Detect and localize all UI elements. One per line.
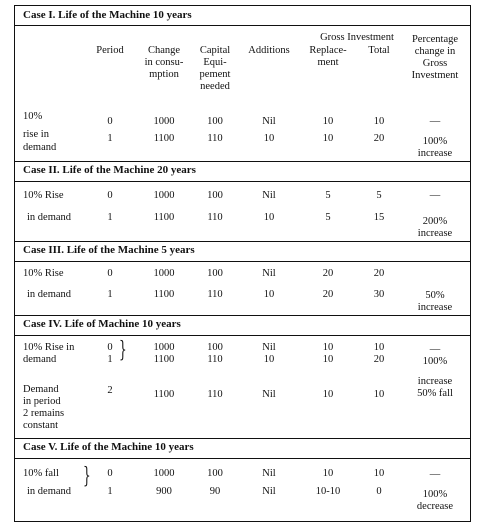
cell-capital: 100 bbox=[207, 268, 223, 279]
cell-total: 30 bbox=[373, 289, 385, 300]
cell-additions: Nil bbox=[262, 468, 276, 479]
header-gross-investment: Gross Investment bbox=[320, 32, 394, 43]
cell-capital: 110 bbox=[207, 354, 223, 365]
cell-period: 1 bbox=[107, 354, 113, 365]
cell-pct: increase bbox=[417, 376, 453, 387]
cell-pct: 200% bbox=[422, 216, 448, 227]
header-replacement-2: ment bbox=[317, 57, 339, 68]
cell-replacement: 10 bbox=[322, 342, 334, 353]
header-percentage-3: Gross bbox=[422, 58, 448, 69]
cell-pct-extra: increase bbox=[417, 302, 453, 313]
case-4-title: Case IV. Life of Machine 10 years bbox=[23, 318, 181, 330]
header-change-consumption-2: in consu- bbox=[144, 57, 184, 68]
row-label: Demand bbox=[23, 384, 59, 395]
cell-consumption: 1000 bbox=[153, 268, 175, 279]
header-change-consumption-1: Change bbox=[147, 45, 181, 56]
header-additions: Additions bbox=[248, 45, 290, 56]
cell-period: 1 bbox=[107, 133, 113, 144]
header-period: Period bbox=[96, 45, 124, 56]
right-brace-icon: } bbox=[83, 464, 91, 489]
cell-replacement: 10-10 bbox=[315, 486, 341, 497]
cell-total: 10 bbox=[373, 468, 385, 479]
cell-pct: 100% bbox=[422, 136, 448, 147]
cell-pct: 50% bbox=[425, 290, 445, 301]
cell-period: 0 bbox=[107, 190, 113, 201]
cell-consumption: 1000 bbox=[153, 190, 175, 201]
row-label: demand bbox=[23, 354, 57, 365]
cell-total: 0 bbox=[376, 486, 382, 497]
divider bbox=[15, 181, 470, 182]
cell-consumption: 1100 bbox=[153, 389, 175, 400]
cell-total: 20 bbox=[373, 354, 385, 365]
header-capital-2: Equi- bbox=[203, 57, 227, 68]
divider bbox=[15, 261, 470, 262]
cell-total: 10 bbox=[373, 389, 385, 400]
case-5-title: Case V. Life of the Machine 10 years bbox=[23, 441, 194, 453]
cell-additions: 10 bbox=[263, 133, 275, 144]
cell-replacement: 10 bbox=[322, 116, 334, 127]
row-label: in period bbox=[23, 396, 61, 407]
row-label: in demand bbox=[27, 212, 72, 223]
cell-replacement: 5 bbox=[325, 190, 331, 201]
cell-pct: 100% bbox=[422, 489, 448, 500]
header-percentage-1: Percentage bbox=[411, 34, 459, 45]
row-label: 10% fall bbox=[23, 468, 59, 479]
cell-pct: — bbox=[429, 116, 441, 127]
cell-capital: 110 bbox=[207, 289, 223, 300]
cell-additions: 10 bbox=[263, 354, 275, 365]
cell-pct-extra: increase bbox=[417, 148, 453, 159]
header-change-consumption-3: mption bbox=[149, 69, 179, 80]
case-3-title: Case III. Life of the Machine 5 years bbox=[23, 244, 195, 256]
cell-period: 2 bbox=[107, 385, 113, 396]
cell-additions: Nil bbox=[262, 342, 276, 353]
cell-replacement: 20 bbox=[322, 268, 334, 279]
cell-additions: Nil bbox=[262, 116, 276, 127]
cell-capital: 100 bbox=[207, 342, 223, 353]
row-label: 10% Rise bbox=[23, 190, 64, 201]
cell-consumption: 1100 bbox=[153, 289, 175, 300]
cell-consumption: 1000 bbox=[153, 116, 175, 127]
cell-consumption: 1100 bbox=[153, 212, 175, 223]
cell-total: 20 bbox=[373, 268, 385, 279]
row-label: 2 remains bbox=[23, 408, 65, 419]
cell-replacement: 5 bbox=[325, 212, 331, 223]
cell-period: 1 bbox=[107, 212, 113, 223]
cell-pct: — bbox=[429, 344, 441, 355]
cell-replacement: 10 bbox=[322, 389, 334, 400]
cell-capital: 110 bbox=[207, 389, 223, 400]
row-label: in demand bbox=[27, 289, 72, 300]
cell-consumption: 1000 bbox=[153, 468, 175, 479]
cell-total: 10 bbox=[373, 342, 385, 353]
divider bbox=[15, 161, 470, 162]
cell-total: 5 bbox=[376, 190, 382, 201]
cell-capital: 110 bbox=[207, 212, 223, 223]
cell-replacement: 10 bbox=[322, 468, 334, 479]
header-total: Total bbox=[368, 45, 390, 56]
cell-pct-extra: 50% fall bbox=[417, 388, 453, 399]
cell-period: 0 bbox=[107, 116, 113, 127]
row-label: constant bbox=[23, 420, 58, 431]
cell-pct: — bbox=[429, 190, 441, 201]
case-1-title: Case I. Life of the Machine 10 years bbox=[23, 9, 192, 21]
cell-period: 1 bbox=[107, 289, 113, 300]
row-label: 10% Rise in bbox=[23, 342, 75, 353]
row-label: in demand bbox=[27, 486, 72, 497]
row-label: demand bbox=[23, 142, 57, 153]
header-percentage-2: change in bbox=[414, 46, 456, 57]
cell-additions: Nil bbox=[262, 389, 276, 400]
right-brace-icon: } bbox=[119, 338, 127, 363]
divider bbox=[15, 241, 470, 242]
cell-capital: 90 bbox=[209, 486, 221, 497]
header-capital-4: needed bbox=[200, 81, 230, 92]
cell-additions: Nil bbox=[262, 486, 276, 497]
cell-capital: 100 bbox=[207, 190, 223, 201]
divider bbox=[15, 315, 470, 316]
cell-total: 20 bbox=[373, 133, 385, 144]
cell-replacement: 20 bbox=[322, 289, 334, 300]
header-capital-1: Capital bbox=[199, 45, 231, 56]
cell-additions: 10 bbox=[263, 212, 275, 223]
cell-capital: 100 bbox=[207, 468, 223, 479]
cell-period: 1 bbox=[107, 486, 113, 497]
cell-period: 0 bbox=[107, 468, 113, 479]
row-label: 10% bbox=[23, 111, 43, 122]
divider bbox=[15, 335, 470, 336]
row-label: rise in bbox=[23, 129, 49, 140]
investment-table bbox=[14, 5, 471, 522]
cell-period: 0 bbox=[107, 342, 113, 353]
header-percentage-4: Investment bbox=[411, 70, 459, 81]
row-label: 10% Rise bbox=[23, 268, 64, 279]
cell-additions: 10 bbox=[263, 289, 275, 300]
case-2-title: Case II. Life of the Machine 20 years bbox=[23, 164, 196, 176]
cell-capital: 100 bbox=[207, 116, 223, 127]
divider bbox=[15, 25, 470, 26]
divider bbox=[15, 458, 470, 459]
cell-period: 0 bbox=[107, 268, 113, 279]
cell-pct-extra: increase bbox=[417, 228, 453, 239]
cell-additions: Nil bbox=[262, 268, 276, 279]
cell-total: 15 bbox=[373, 212, 385, 223]
cell-consumption: 1100 bbox=[153, 133, 175, 144]
header-replacement-1: Replace- bbox=[309, 45, 347, 56]
cell-capital: 110 bbox=[207, 133, 223, 144]
cell-pct: 100% bbox=[422, 356, 448, 367]
cell-replacement: 10 bbox=[322, 354, 334, 365]
cell-total: 10 bbox=[373, 116, 385, 127]
cell-additions: Nil bbox=[262, 190, 276, 201]
cell-consumption: 1100 bbox=[153, 354, 175, 365]
header-capital-3: pement bbox=[199, 69, 231, 80]
cell-consumption: 900 bbox=[156, 486, 172, 497]
divider bbox=[15, 438, 470, 439]
cell-pct-extra: decrease bbox=[416, 501, 454, 512]
cell-pct: — bbox=[429, 469, 441, 480]
cell-consumption: 1000 bbox=[153, 342, 175, 353]
cell-replacement: 10 bbox=[322, 133, 334, 144]
